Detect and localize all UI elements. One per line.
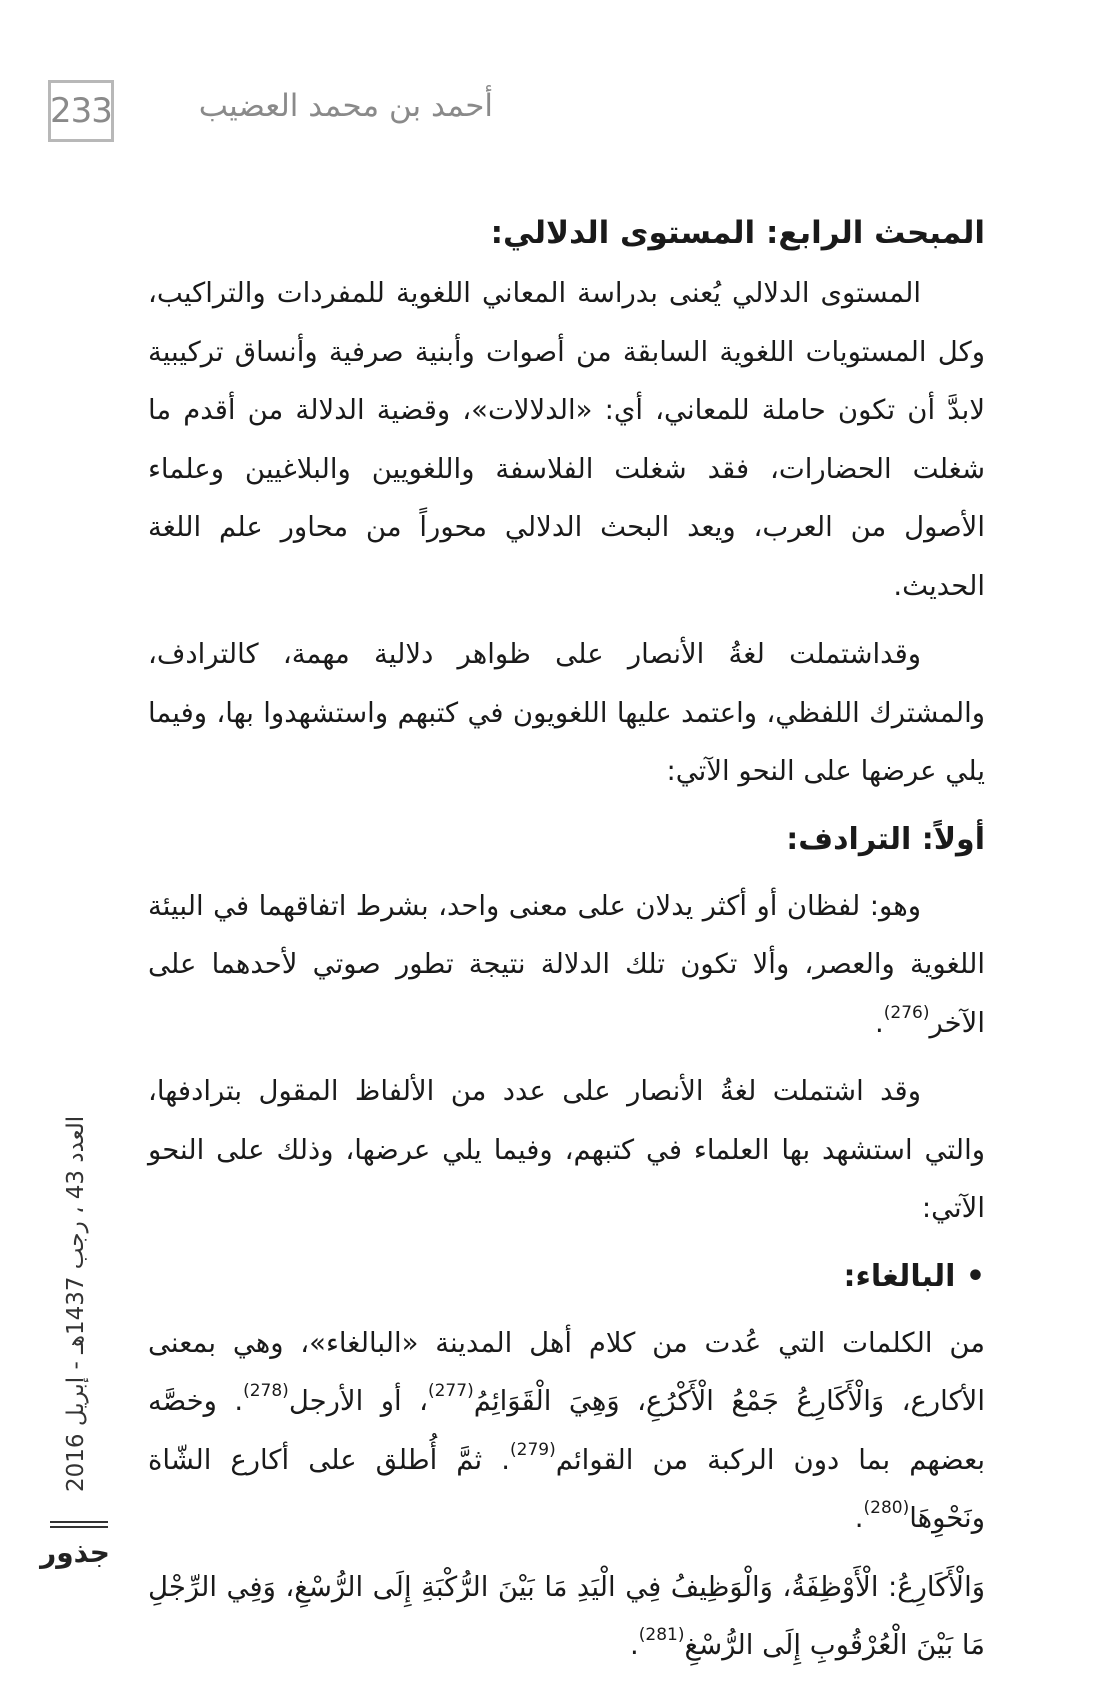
subheading-synonymy: أولاً: الترادف: (786, 821, 985, 857)
paragraph: وقداشتملت لغةُ الأنصار على ظواهر دلالية مهمة، كالترادف، والمشترك اللفظي، واعتمد عليها اللغويون في كتبهم واستشهدوا بها، وفيما يلي عرضها على النحو الآتي: (148, 638, 985, 787)
footnote-ref: (280) (863, 1498, 910, 1518)
side-footer (40, 1116, 112, 1586)
paragraph: المستوى الدلالي يُعنى بدراسة المعاني اللغوية للمفردات والتراكيب، وكل المستويات اللغوية السابقة من أصوات وأبنية صرفية وأنساق تركيبية لابدَّ أن تكون حاملة للمعاني، أي: «الدلالات»، وقضية الدلالة من أقدم ما شغلت الحضارات، فقد شغلت الفلاسفة واللغويين والبلاغيين وعلماء الأصول من العرب، ويعد البحث الدلالي محوراً من محاور علم اللغة الحديث. (148, 277, 985, 602)
journal-logo: جذور (40, 1536, 110, 1569)
paragraph: من الكلمات التي عُدت من كلام أهل المدينة «البالغاء»، وهي بمعنى الأكارع، وَالْأَكَارِعُ جَمْعُ الْأَكْرُعِ، وَهِيَ الْقَوَائِمُ$^{(277)}$، أو الأرجل$^{(278)}$. وخصَّه بعضهم بما دون الركبة من القوائم$^{(279)}$. ثمَّ أُطلق على أكارع الشّاة ونَحْوِهَا$^{(280)}$. (148, 1326, 985, 1534)
footnote-ref: (276) (883, 1002, 930, 1023)
page-number-box (48, 80, 114, 142)
article-body (148, 204, 985, 1685)
footnote-ref: (277) (427, 1381, 474, 1401)
paragraph: وقد اشتملت لغةُ الأنصار على عدد من الألفاظ المقول بترادفها، والتي استشهد بها العلماء في كتبهم، وفيما يلي عرضها، وذلك على النحو الآتي: (148, 1075, 985, 1224)
footnote-ref: (278) (243, 1381, 289, 1401)
footer-rule (50, 1526, 108, 1528)
section-title: المبحث الرابع: المستوى الدلالي: (490, 215, 985, 251)
footer-rule (50, 1521, 108, 1523)
footnote-ref: (281) (638, 1625, 685, 1645)
paragraph: وَالْأَكَارِعُ: الْأَوْظِفَةُ، وَالْوَظِيفُ فِي الْيَدِ مَا بَيْنَ الرُّكْبَةِ إِلَى الرُّسْغِ، وَفِي الرِّجْلِ مَا بَيْنَ الْعُرْقُوبِ إِلَى الرُّسْغِ$^{(281)}$. (148, 1570, 985, 1661)
author-name: أحمد بن محمد العضيب (198, 88, 493, 124)
subheading-bullet: • البالغاء: (843, 1258, 985, 1294)
paragraph: وهو: لفظان أو أكثر يدلان على معنى واحد، بشرط اتفاقهما في البيئة اللغوية والعصر، وألا تكون تلك الدلالة نتيجة تطور صوتي لأحدهما على الآخر$^{(276)}$. (148, 889, 985, 1039)
footnote-ref: (279) (509, 1439, 556, 1460)
page-number: 233 (50, 91, 112, 131)
issue-info: العدد 43 ، رجب 1437هـ - إبريل 2016 (63, 1116, 89, 1493)
